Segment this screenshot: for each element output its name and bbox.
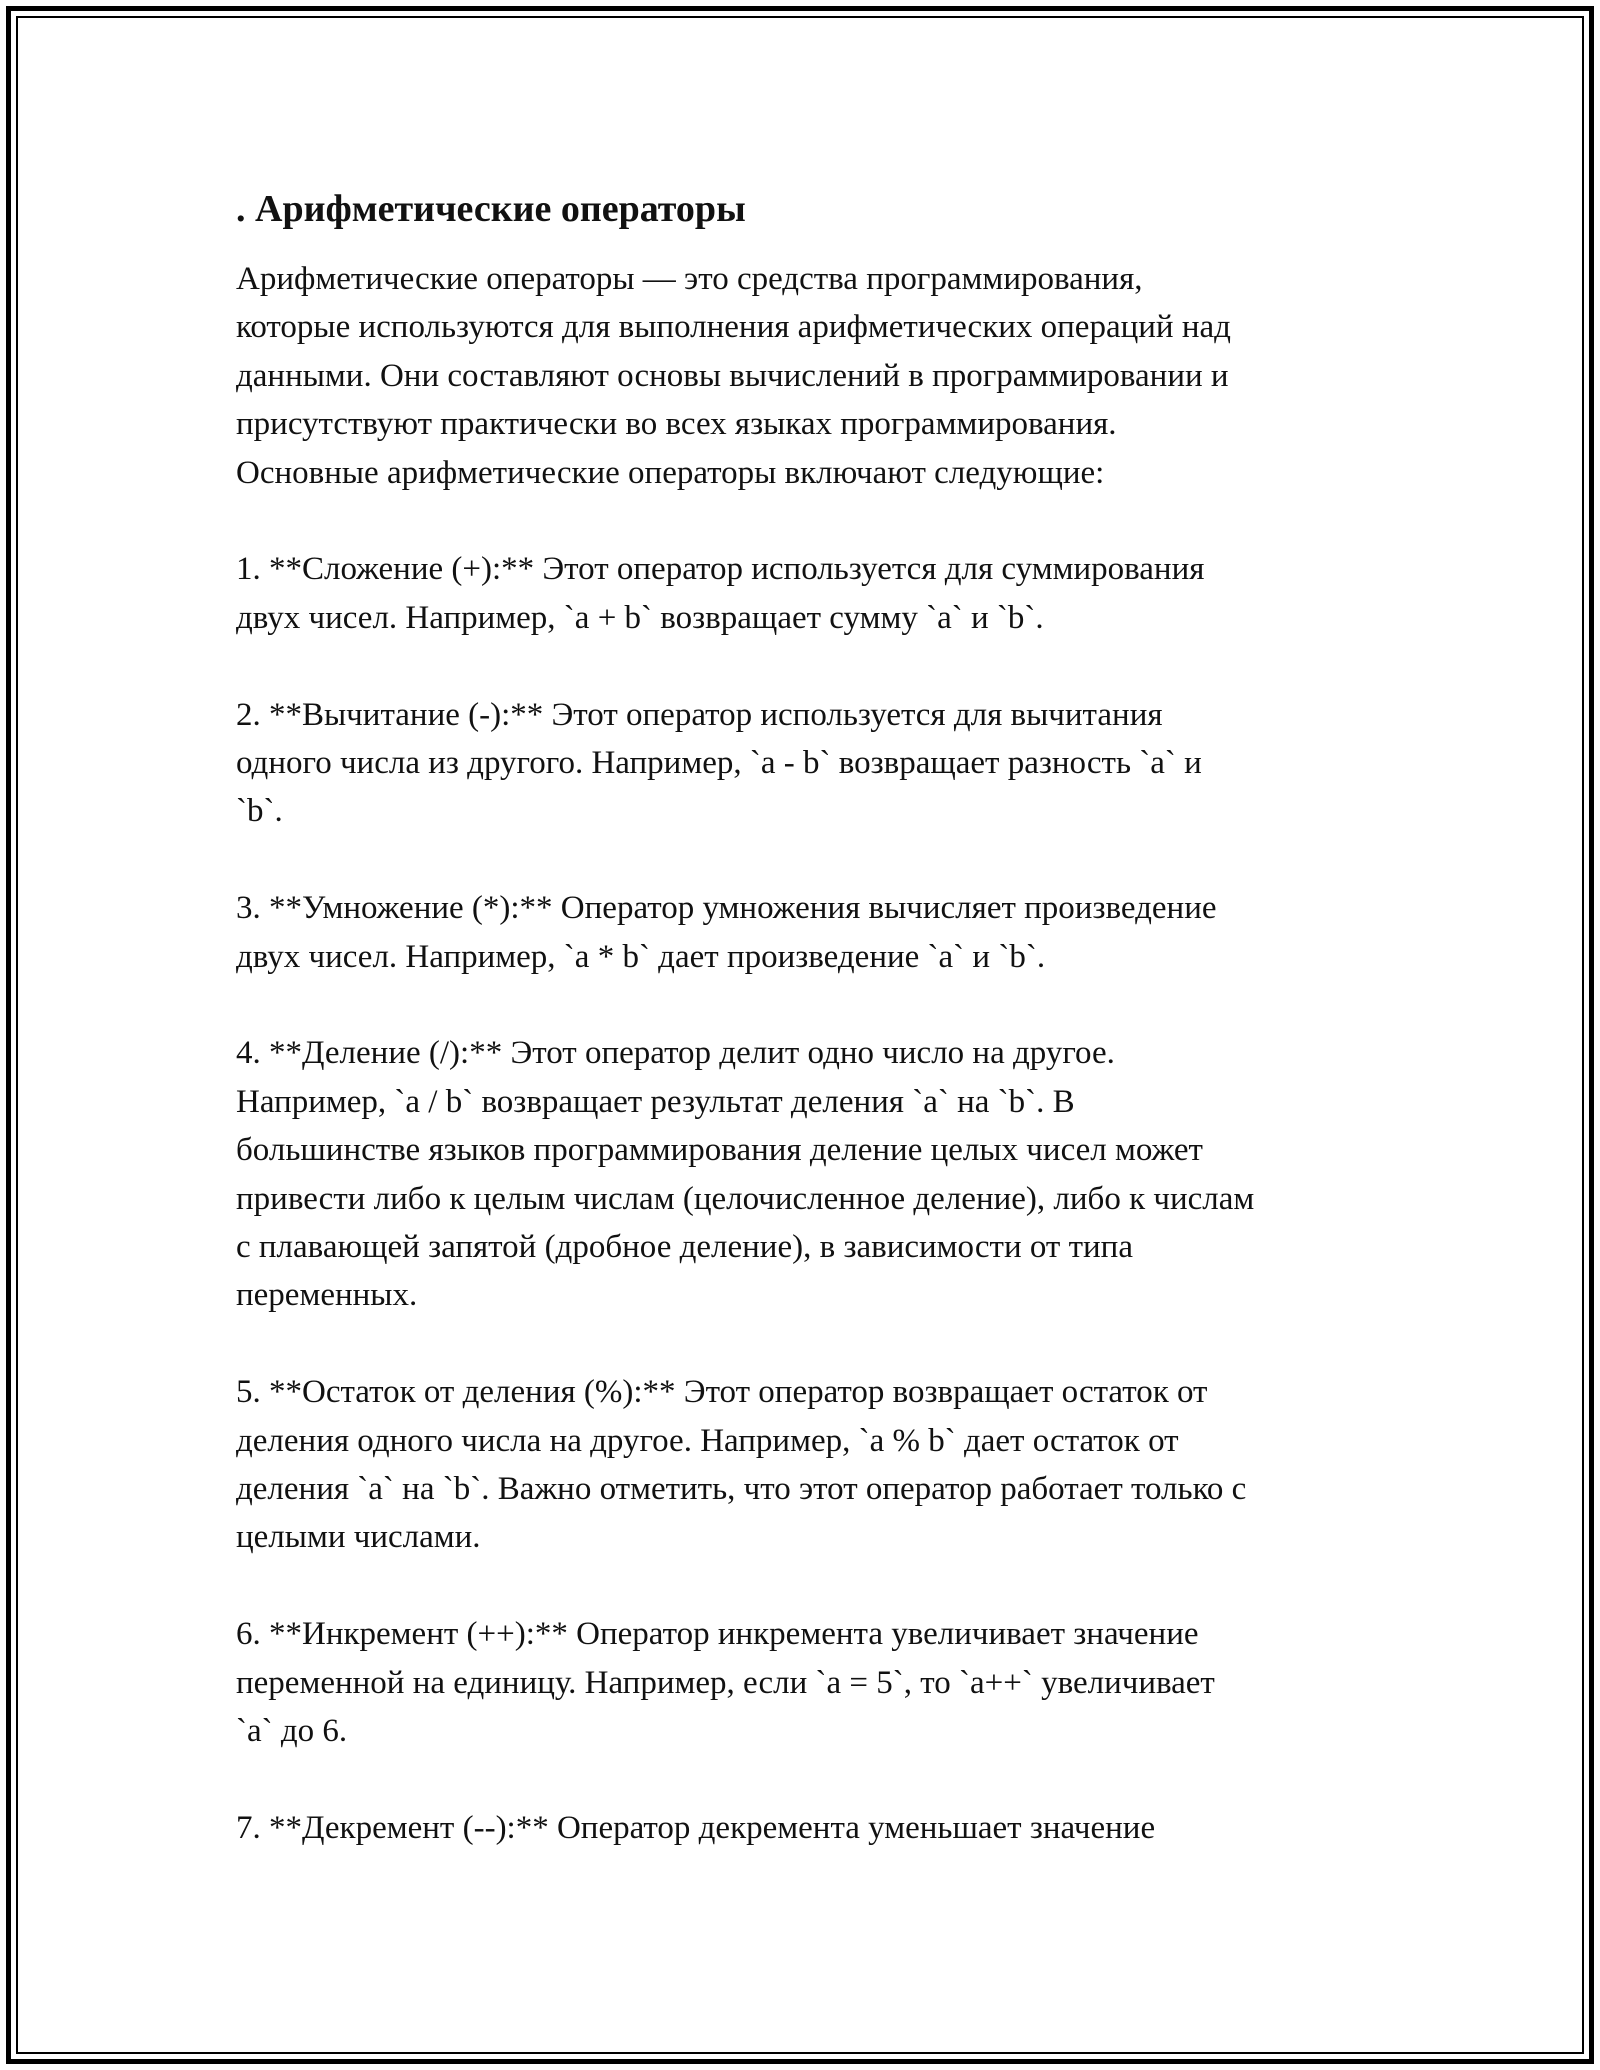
paragraph-gap (236, 497, 1386, 545)
list-item-line: двух чисел. Например, `a * b` дает произведение `a` и `b`. (236, 938, 1046, 975)
intro-line: данными. Они составляют основы вычислений в программировании и (236, 357, 1229, 394)
intro-line: которые используются для выполнения арифметических операций над (236, 309, 1231, 346)
list-item-line: 3. **Умножение (*):** Оператор умножения вычисляет произведение (236, 890, 1217, 927)
list-item-line: деления одного числа на другое. Например, `a % b` дает остаток от (236, 1422, 1179, 1459)
list-item-line: `b`. (236, 793, 283, 830)
list-item-line: 5. **Остаток от деления (%):** Этот оператор возвращает остаток от (236, 1374, 1208, 1411)
list-item-line: Например, `a / b` возвращает результат деления `a` на `b`. В (236, 1083, 1075, 1120)
list-item-subtraction (236, 691, 1386, 836)
document-body (236, 185, 1386, 1852)
paragraph-gap (236, 1756, 1386, 1804)
list-item-line: 7. **Декремент (--):** Оператор декремента уменьшает значение (236, 1809, 1156, 1846)
list-item-line: переменных. (236, 1277, 418, 1314)
intro-line: присутствуют практически во всех языках программирования. (236, 406, 1117, 443)
list-item-line: 4. **Деление (/):** Этот оператор делит одно число на другое. (236, 1035, 1115, 1072)
list-item-line: 2. **Вычитание (-):** Этот оператор используется для вычитания (236, 696, 1163, 733)
intro-line: Арифметические операторы — это средства программирования, (236, 261, 1143, 297)
paragraph-gap (236, 981, 1386, 1029)
list-item-line: двух чисел. Например, `a + b` возвращает сумму `a` и `b`. (236, 599, 1044, 636)
intro-line: Основные арифметические операторы включают следующие: (236, 454, 1105, 491)
list-item-line: привести либо к целым числам (целочисленное деление), либо к числам (236, 1180, 1255, 1217)
list-item-line: переменной на единицу. Например, если `a = 5`, то `a++` увеличивает (236, 1664, 1215, 1701)
list-item-increment (236, 1610, 1386, 1755)
list-item-line: одного числа из другого. Например, `a - b` возвращает разность `a` и (236, 745, 1202, 782)
list-item-line: с плавающей запятой (дробное деление), в зависимости от типа (236, 1229, 1133, 1266)
list-item-line: большинстве языков программирования деление целых чисел может (236, 1132, 1203, 1169)
list-item-multiplication (236, 884, 1386, 981)
list-item-modulo (236, 1368, 1386, 1562)
list-item-division (236, 1029, 1386, 1319)
paragraph-gap (236, 1562, 1386, 1610)
list-item-line: деления `a` на `b`. Важно отметить, что этот оператор работает только с (236, 1471, 1247, 1508)
intro-paragraph (236, 255, 1386, 497)
list-item-addition (236, 545, 1386, 642)
list-item-line: `a` до 6. (236, 1713, 348, 1750)
list-item-line: 6. **Инкремент (++):** Оператор инкремента увеличивает значение (236, 1616, 1199, 1653)
paragraph-gap (236, 642, 1386, 690)
paragraph-gap (236, 1320, 1386, 1368)
list-item-line: целыми числами. (236, 1519, 481, 1556)
list-item-decrement (236, 1804, 1386, 1852)
paragraph-gap (236, 836, 1386, 884)
section-heading: . Арифметические операторы (236, 188, 746, 230)
list-item-line: 1. **Сложение (+):** Этот оператор используется для суммирования (236, 551, 1205, 588)
